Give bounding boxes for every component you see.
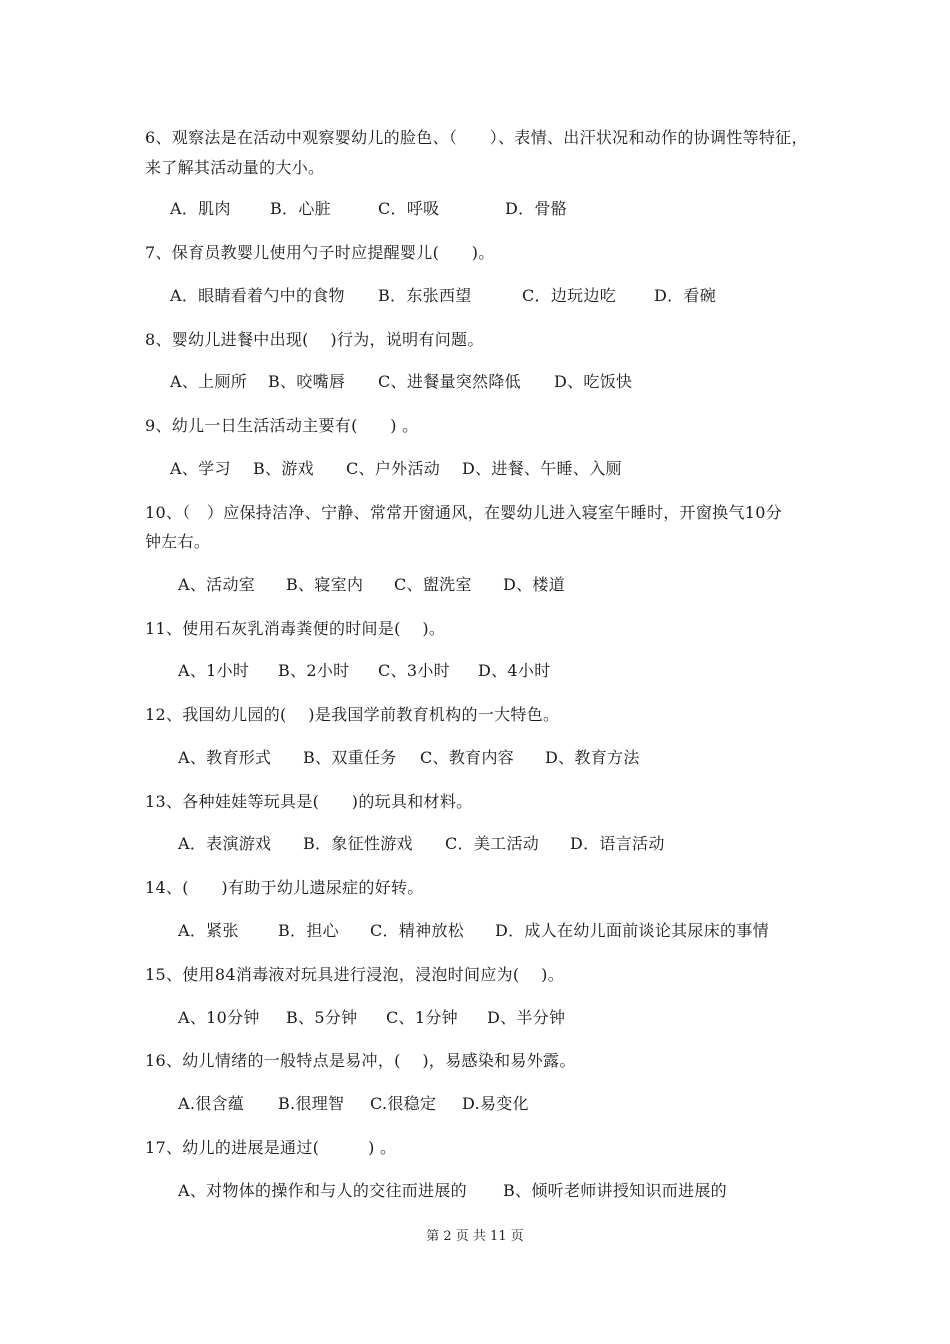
question-9-option-a: A、学习 [170,459,231,478]
question-9-option-b: B、游戏 [253,459,314,478]
question-8-option-d: D、吃饭快 [554,372,633,391]
question-16-option-d: D.易变化 [462,1094,529,1113]
question-7-option-a: A．眼睛看着勺中的食物 [170,286,345,305]
question-13-option-a: A．表演游戏 [178,834,272,853]
question-12-option-b: B、双重任务 [303,748,397,767]
question-8-line-1: 8、婴幼儿进餐中出现( )行为，说明有问题。 [145,330,484,349]
question-10-option-c: C、盥洗室 [394,575,472,594]
question-14-option-d: D．成人在幼儿面前谈论其尿床的事情 [495,921,769,940]
question-14-option-a: A．紧张 [178,921,239,940]
question-14-line-1: 14、( )有助于幼儿遗尿症的好转。 [145,878,424,897]
question-7-option-d: D．看碗 [654,286,717,305]
question-10-line-1: 10、（ ）应保持洁净、宁静、常常开窗通风，在婴幼儿进入寝室午睡时，开窗换气10分 [145,503,783,522]
question-11-option-b: B、2小时 [278,661,350,680]
question-17-line-1: 17、幼儿的进展是通过( ) 。 [145,1138,397,1157]
question-13-option-d: D．语言活动 [570,834,665,853]
question-15-line-1: 15、使用84消毒液对玩具进行浸泡，浸泡时间应为( )。 [145,965,564,984]
question-6-option-d: D．骨骼 [505,199,568,218]
question-6-option-a: A．肌肉 [170,199,231,218]
question-11-option-d: D、4小时 [478,661,551,680]
question-11-line-1: 11、使用石灰乳消毒粪便的时间是( )。 [145,619,446,638]
question-13-option-c: C．美工活动 [445,834,540,853]
question-17-option-b: B、倾听老师讲授知识而进展的 [503,1181,727,1200]
question-14-option-b: B．担心 [278,921,339,940]
question-16-line-1: 16、幼儿情绪的一般特点是易冲，( )，易感染和易外露。 [145,1051,576,1070]
question-10-option-b: B、寝室内 [286,575,364,594]
question-11-option-a: A、1小时 [178,661,250,680]
question-11-option-c: C、3小时 [378,661,450,680]
question-9-option-d: D、进餐、午睡、入厕 [462,459,622,478]
page-footer: 第 2 页 共 11 页 [426,1229,524,1244]
question-12-line-1: 12、我国幼儿园的( )是我国学前教育机构的一大特色。 [145,705,560,724]
question-6-line-2: 来了解其活动量的大小。 [145,158,325,177]
question-13-option-b: B．象征性游戏 [303,834,413,853]
question-6-line-1: 6、观察法是在活动中观察婴幼儿的脸色、（ ）、表情、出汗状况和动作的协调性等特征， [145,128,808,147]
question-9-option-c: C、户外活动 [346,459,441,478]
question-8-option-b: B、咬嘴唇 [268,372,346,391]
question-6-option-b: B．心脏 [270,199,331,218]
question-15-option-b: B、5分钟 [286,1008,358,1027]
question-7-option-c: C．边玩边吃 [522,286,617,305]
question-16-option-c: C.很稳定 [370,1094,437,1113]
question-9-line-1: 9、幼儿一日生活活动主要有( ) 。 [145,416,419,435]
question-15-option-c: C、1分钟 [386,1008,458,1027]
question-6-option-c: C．呼吸 [378,199,440,218]
question-13-line-1: 13、各种娃娃等玩具是( )的玩具和材料。 [145,792,473,811]
question-17-option-a: A、对物体的操作和与人的交往而进展的 [178,1181,467,1200]
question-7-option-b: B．东张西望 [378,286,472,305]
question-10-option-a: A、活动室 [178,575,256,594]
question-10-line-2: 钟左右。 [145,532,211,551]
question-12-option-d: D、教育方法 [545,748,640,767]
question-10-option-d: D、楼道 [503,575,566,594]
question-8-option-c: C、进餐量突然降低 [378,372,521,391]
question-15-option-a: A、10分钟 [178,1008,260,1027]
question-7-line-1: 7、保育员教婴儿使用勺子时应提醒婴儿( )。 [145,243,495,262]
question-8-option-a: A、上厕所 [170,372,248,391]
question-12-option-c: C、教育内容 [420,748,515,767]
question-12-option-a: A、教育形式 [178,748,272,767]
question-16-option-a: A.很含蕴 [178,1094,245,1113]
question-16-option-b: B.很理智 [278,1094,345,1113]
question-14-option-c: C．精神放松 [370,921,465,940]
question-15-option-d: D、半分钟 [487,1008,566,1027]
